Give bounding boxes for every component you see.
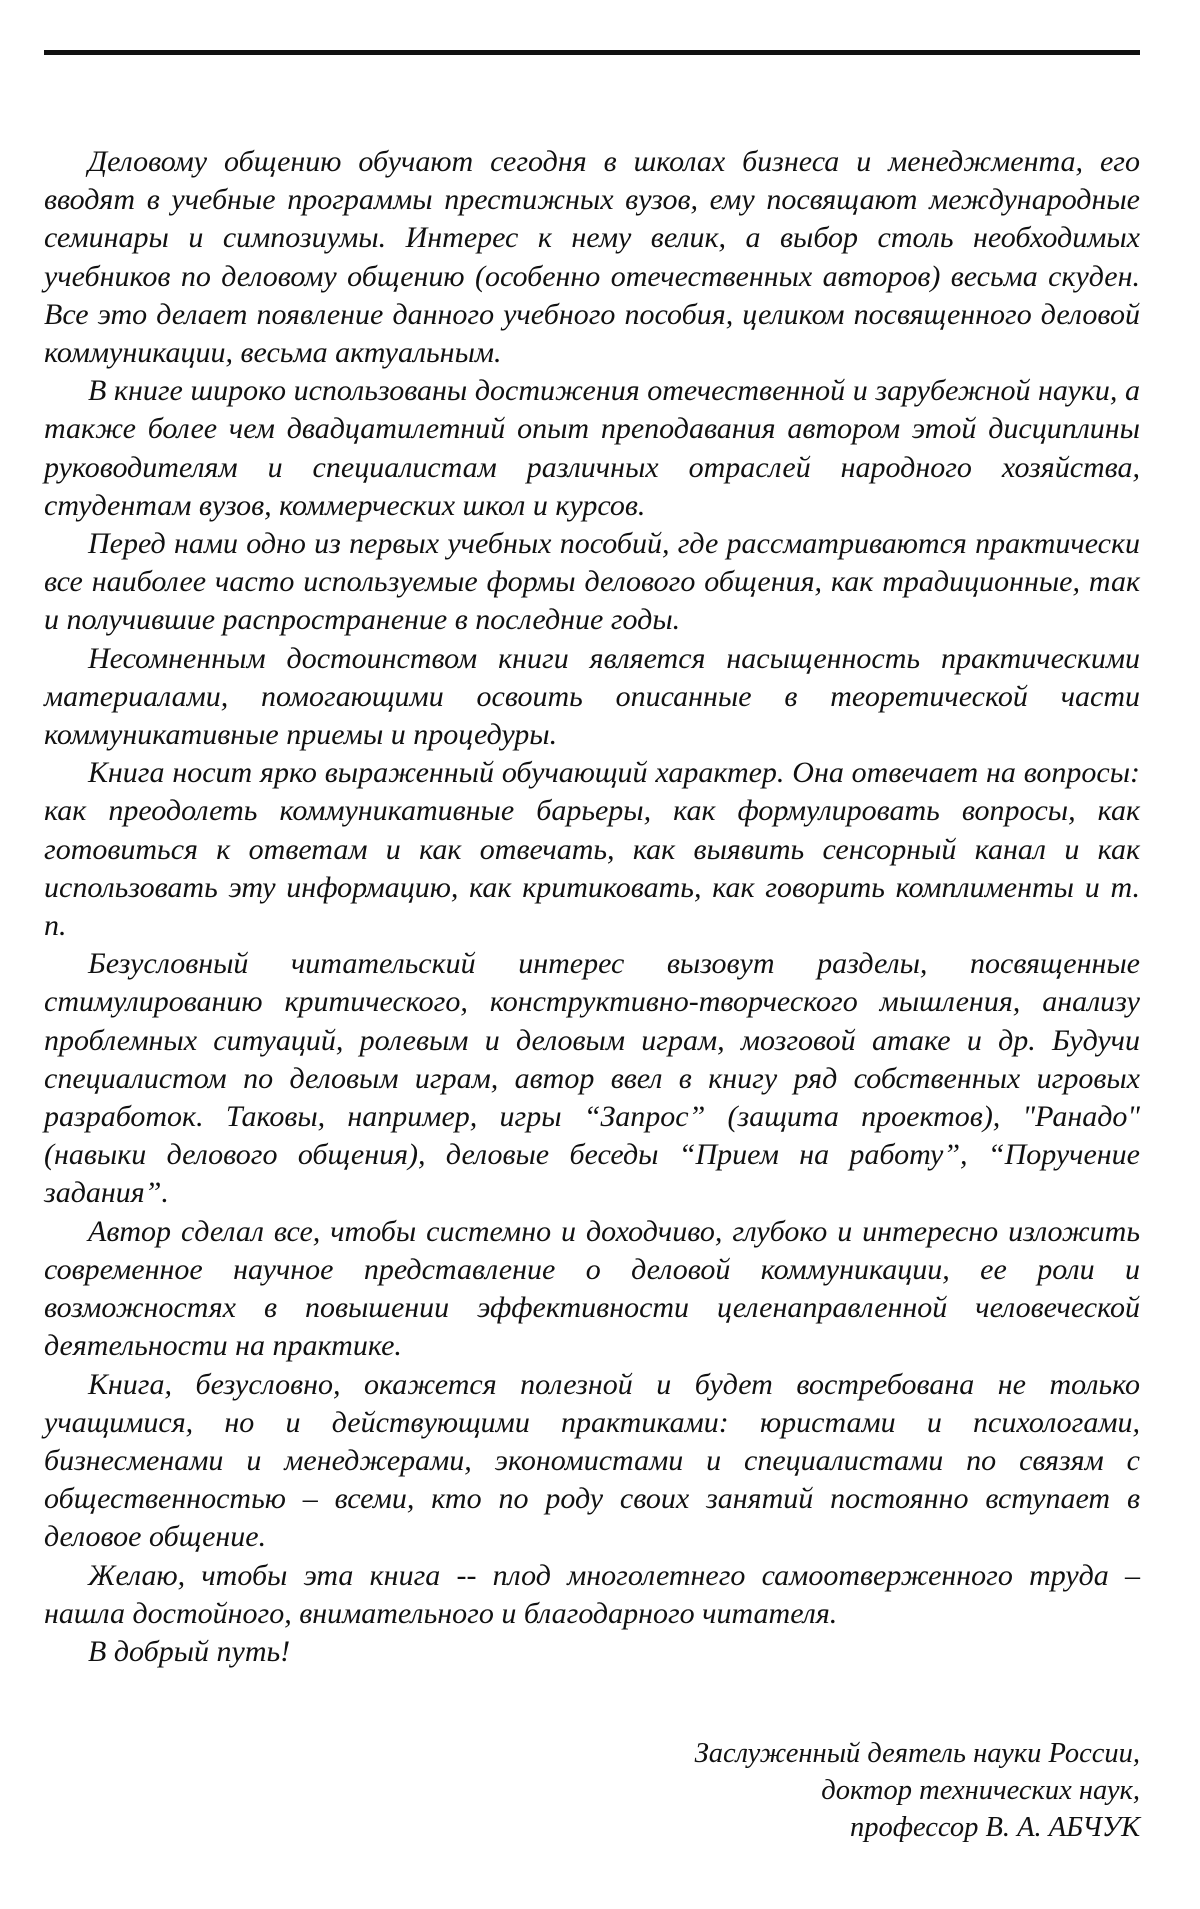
paragraph-5: Книга носит ярко выраженный обучающий характер. Она отвечает на вопросы: как преодолеть коммуникативные барьеры, как формулировать вопросы, как готовиться к ответам и как отвечать, как выявить сенсорный канал и как использовать эту информацию, как критиковать, как говорить комплименты и т. п. [44, 756, 1140, 943]
paragraph-2: В книге широко использованы достижения отечественной и зарубежной науки, а также более чем двадцатилетний опыт преподавания автором этой дисциплины руководителям и специалистам различных отраслей народного хозяйства, студентам вузов, коммерческих школ и курсов. [44, 374, 1140, 522]
signature-degree: доктор технических наук, [821, 1775, 1140, 1806]
signature-block [695, 1735, 1140, 1846]
paragraph-3: Перед нами одно из первых учебных пособий, где рассматриваются практически все наиболее часто используемые формы делового общения, как традиционные, так и получившие распространение в последние годы. [44, 527, 1140, 637]
signature-title: Заслуженный деятель науки России, [694, 1738, 1140, 1769]
paragraph-9: Желаю, чтобы эта книга -- плод многолетнего самоотверженного труда – нашла достойного, внимательного и благодарного читателя. [44, 1558, 1140, 1630]
header-rule [44, 50, 1140, 55]
paragraph-6: Безусловный читательский интерес вызовут разделы, посвященные стимулированию критического, конструктивно-творческого мышления, анализу проблемных ситуаций, ролевым и деловым играм, мозговой атаке и др. Будучи специалистом по деловым играм, автор ввел в книгу ряд собственных игровых разработок. Таковы, например, игры “Запрос” (защита проектов), "Ранадо" (навыки делового общения), деловые беседы “Прием на работу”, “Поручение задания”. [44, 947, 1140, 1210]
paragraph-4: Несомненным достоинством книги является насыщенность практическими материалами, помогающими освоить описанные в теоретической части коммуникативные приемы и процедуры. [44, 641, 1140, 752]
preface-body [44, 143, 1140, 1671]
paragraph-10: В добрый путь! [88, 1634, 291, 1668]
signature-name: профессор В. А. АБЧУК [850, 1812, 1140, 1843]
paragraph-7: Автор сделал все, чтобы системно и доходчиво, глубоко и интересно изложить современное научное представление о деловой коммуникации, ее роли и возможностях в повышении эффективности целенаправленной человеческой деятельности на практике. [44, 1214, 1140, 1363]
paragraph-8: Книга, безусловно, окажется полезной и будет востребована не только учащимися, но и действующими практиками: юристами и психологами, бизнесменами и менеджерами, экономистами и специалистами по связям с общественностью – всеми, кто по роду своих занятий постоянно вступает в деловое общение. [44, 1367, 1140, 1554]
paragraph-1: Деловому общению обучают сегодня в школах бизнеса и менеджмента, его вводят в учебные программы престижных вузов, ему посвящают международные семинары и симпозиумы. Интерес к нему велик, а выбор столь необходимых учебников по деловому общению (особенно отечественных авторов) весьма скуден. Все это делает появление данного учебного пособия, целиком посвященного деловой коммуникации, весьма актуальным. [44, 145, 1140, 370]
